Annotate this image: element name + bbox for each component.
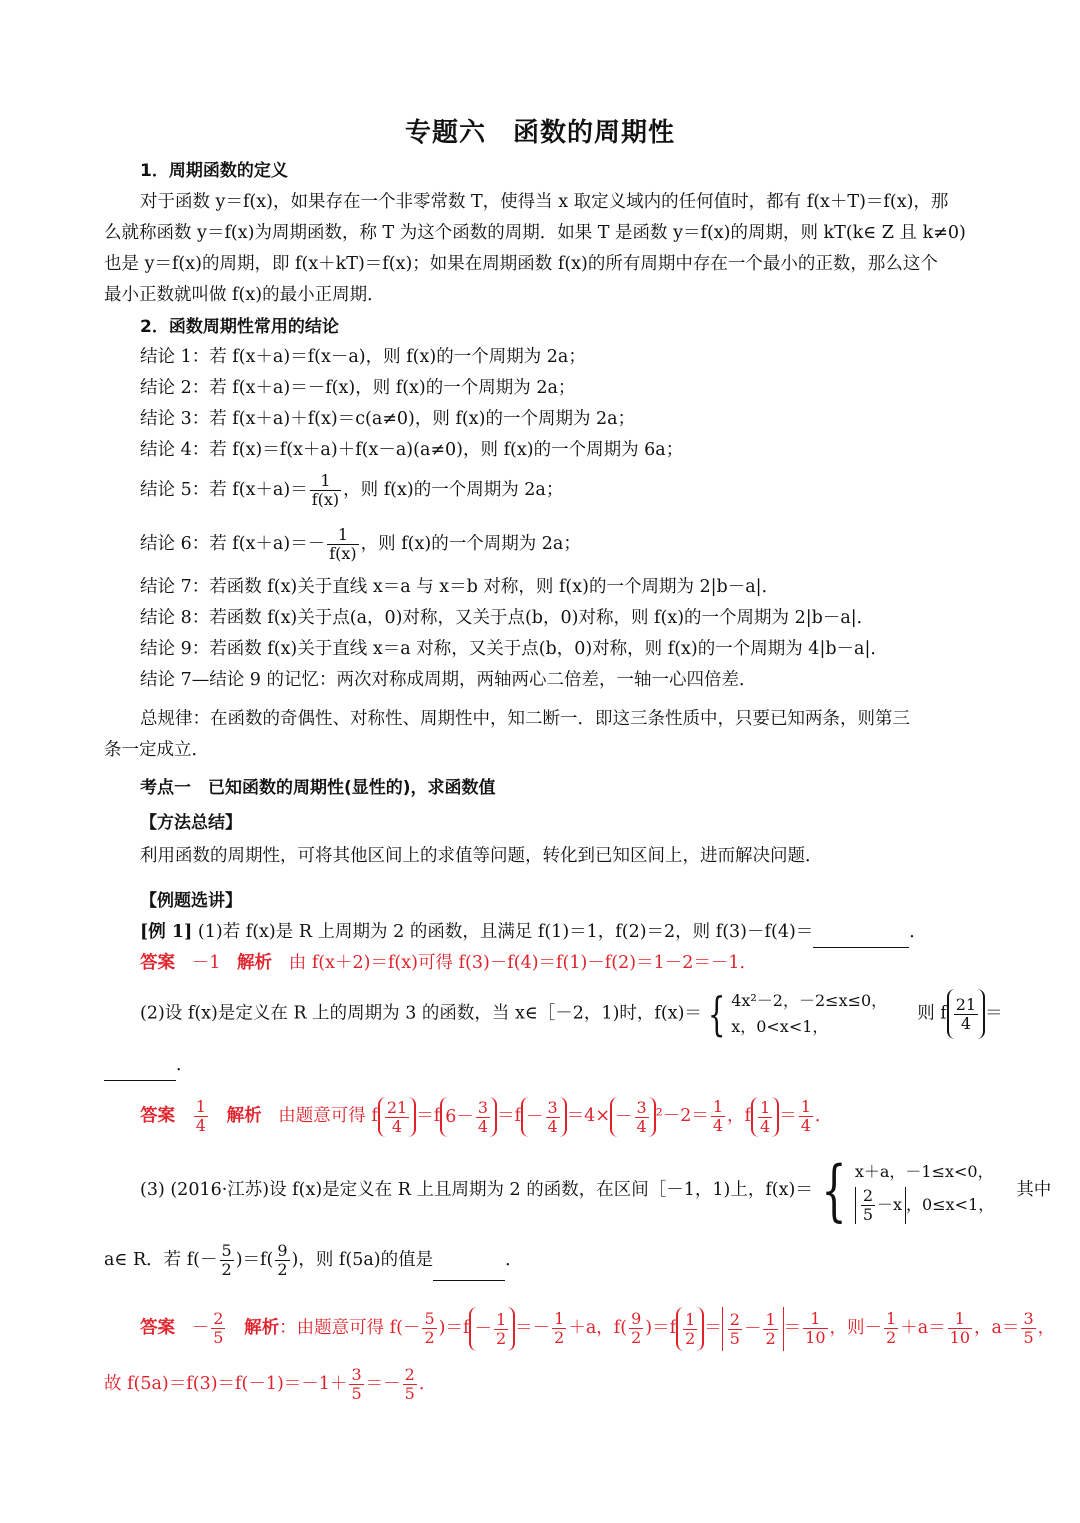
a2-eq1: ＝f <box>416 1106 441 1126</box>
q3-brace: { <box>821 1151 847 1229</box>
c6-num: 1 <box>327 526 358 545</box>
section-1-heading: 1．周期函数的定义 <box>140 161 288 181</box>
a3-f12d-den: 2 <box>765 1328 776 1348</box>
a3-f25-den: 5 <box>729 1328 740 1348</box>
a2-eq3: ＝4× <box>566 1106 610 1126</box>
q3-cases <box>855 1157 994 1224</box>
a2-f14-den: 4 <box>760 1116 771 1136</box>
q2-cases <box>731 988 887 1040</box>
q3-case2-tail: ，0≤x<1， <box>906 1195 995 1214</box>
a2-p2 <box>440 1097 497 1137</box>
a3-p2 <box>676 1307 704 1351</box>
a3-last-pre: 故 f(5a)＝f(3)＝f(－1)＝－1＋ <box>104 1374 348 1394</box>
conclusion-9: 结论 9：若函数 f(x)关于直线 x＝a 对称，又关于点(b，0)对称，则 f(x)的一个周期为 4|b－a|． <box>140 639 888 659</box>
conclusion-8: 结论 8：若函数 f(x)关于点(a，0)对称，又关于点(b，0)对称，则 f(x)的一个周期为 2|b－a|． <box>140 608 875 628</box>
a2-eq4: ＝ <box>779 1106 797 1126</box>
conclusion-3: 结论 3：若 f(x＋a)＋f(x)＝c(a≠0)，则 f(x)的一个周期为 2a； <box>140 409 636 429</box>
sec1-line-1: 对于函数 y＝f(x)，如果存在一个非零常数 T，使得当 x 取定义域内的任何值时，都有 f(x＋T)＝f(x)，那 <box>140 192 949 212</box>
a3-f12b-num: 1 <box>554 1309 565 1328</box>
q2-eq: ＝ <box>985 1003 1003 1024</box>
a2-r2 <box>799 1098 813 1135</box>
sec1-line-4: 最小正数就叫做 f(x)的最小正周期． <box>104 285 385 305</box>
a2-eq2: ＝f <box>497 1106 521 1126</box>
a3-f25 <box>728 1311 742 1348</box>
a3-f110a-den: 10 <box>805 1328 826 1347</box>
conclusion-7: 结论 7：若函数 f(x)关于直线 x＝a 与 x＝b 对称，则 f(x)的一个周期为 2|b－a|． <box>140 577 780 597</box>
a3-f52-den: 2 <box>424 1328 435 1347</box>
a3-f35b-den: 5 <box>351 1384 362 1403</box>
page-title: 专题六 函数的周期性 <box>404 118 675 148</box>
section-2-heading: 2．函数周期性常用的结论 <box>140 317 339 337</box>
a2-f21-den: 4 <box>391 1116 403 1136</box>
a3-f110b-num: 1 <box>948 1310 972 1329</box>
ex1-a1 <box>140 948 757 978</box>
a1-label: 答案 <box>140 953 175 973</box>
a3-f12b <box>552 1310 566 1347</box>
c6-fraction <box>327 526 358 563</box>
q2-den: 4 <box>960 1014 971 1033</box>
a3-f35a <box>1021 1310 1035 1347</box>
memo-line: 结论 7—结论 9 的记忆：两次对称成周期，两轴两心二倍差，一轴一心四倍差． <box>140 670 757 690</box>
a3-f92 <box>629 1310 643 1347</box>
a3-num: 2 <box>213 1309 224 1328</box>
q3l2-d1: 2 <box>221 1260 232 1279</box>
ex1-a3-line2 <box>104 1362 436 1406</box>
a3-jx: 解析 <box>244 1318 280 1338</box>
a3-f35b-num: 3 <box>351 1365 362 1384</box>
a3-t4: ＋a，f( <box>568 1318 628 1338</box>
a3-f92-num: 9 <box>631 1309 642 1328</box>
a3-f110a-num: 1 <box>803 1310 827 1329</box>
q3-case2-frac <box>861 1187 875 1224</box>
a2-six: 6－ <box>445 1106 474 1127</box>
a2-comma: ，f <box>727 1106 752 1126</box>
rule-line-2: 条一定成立． <box>104 740 209 760</box>
a1-value: －1 <box>191 953 221 973</box>
a2-r1-den: 4 <box>712 1116 724 1135</box>
a1-text: 由 f(x＋2)＝f(x)可得 f(3)－f(4)＝f(1)－f(2)＝1－2＝－1． <box>288 953 757 973</box>
a3-t9: ＋a＝ <box>900 1318 946 1338</box>
a3-p1 <box>469 1307 515 1351</box>
conclusion-5 <box>140 472 563 509</box>
a2-neg-2: － <box>615 1106 633 1127</box>
a3-f12d <box>763 1311 777 1348</box>
a3-f52-num: 5 <box>424 1309 435 1328</box>
a3-den: 5 <box>213 1328 224 1347</box>
a2-jx: 解析 <box>226 1106 262 1126</box>
q3-pre: (3) (2016·江苏)设 f(x)是定义在 R 上且周期为 2 的函数，在区间［－1，1)上，f(x)＝ <box>140 1180 813 1200</box>
a2-f14-num: 1 <box>760 1097 771 1117</box>
ex1-q1 <box>140 917 927 948</box>
a3-f12c-den: 2 <box>685 1328 696 1348</box>
a3-f12e <box>884 1310 898 1347</box>
q3l2-post: )，则 f(5a)的值是 <box>291 1250 434 1270</box>
conclusion-1: 结论 1：若 f(x＋a)＝f(x－a)，则 f(x)的一个周期为 2a； <box>140 347 586 367</box>
a3-f12c <box>683 1311 697 1348</box>
c5-num: 1 <box>310 472 341 491</box>
a2-r2-num: 1 <box>800 1097 811 1116</box>
a3-neg: － <box>191 1318 210 1338</box>
a3-f25-num: 2 <box>729 1309 740 1329</box>
q3l2-d2: 2 <box>277 1260 288 1279</box>
a3-f110b <box>948 1310 972 1347</box>
q2-brace: { <box>707 987 726 1041</box>
a2-sq: ²－2＝ <box>655 1106 709 1126</box>
a3-f35a-num: 3 <box>1023 1309 1034 1328</box>
a3-f110a <box>803 1310 827 1347</box>
a3-t3: ＝－ <box>515 1318 551 1338</box>
kaodian-heading: 考点一 已知函数的周期性(显性的)，求函数值 <box>140 778 496 798</box>
sec1-line-2: 么就称函数 y＝f(x)为周期函数，称 T 为这个函数的周期．如果 T 是函数 y＝f(x)的周期，则 kT(k∈ Z 且 k≠0) <box>104 223 966 243</box>
a3-f110b-den: 10 <box>949 1328 970 1347</box>
a3-f12b-den: 2 <box>554 1328 565 1347</box>
a3-f35b <box>349 1366 363 1403</box>
q3-end: ． <box>505 1250 523 1270</box>
q3-abs <box>855 1187 906 1224</box>
a2-m3a-num: 3 <box>477 1097 489 1117</box>
ex1-a3 <box>140 1306 1055 1351</box>
conclusion-6 <box>140 526 581 563</box>
q2-pre: (2)设 f(x)是定义在 R 上的周期为 3 的函数，当 x∈［－2，1)时，f(x)＝ <box>140 1003 702 1024</box>
c5-pre: 结论 5：若 f(x＋a)＝ <box>140 480 308 500</box>
a3-p1-neg: － <box>474 1318 492 1339</box>
ex1-a2 <box>140 1096 832 1137</box>
a3-t8: ，则－ <box>829 1318 883 1338</box>
ex1-tag: [例 1] <box>140 922 193 942</box>
a3-f92-den: 2 <box>631 1328 642 1347</box>
q2-blank-line <box>104 1050 194 1081</box>
a2-m3a <box>476 1099 490 1136</box>
a3-t7: ＝ <box>783 1318 802 1338</box>
a3-label: 答案 <box>140 1318 175 1338</box>
example-label: 【例题选讲】 <box>140 891 242 911</box>
a3-t2: )＝f <box>438 1318 470 1338</box>
a3-f12a-num: 1 <box>495 1309 507 1329</box>
q2-paren <box>947 989 985 1039</box>
q3-case2-num: 2 <box>862 1186 874 1205</box>
a3-f52 <box>422 1310 436 1347</box>
a2-num: 1 <box>195 1097 206 1116</box>
c6-post: ，则 f(x)的一个周期为 2a； <box>360 534 581 554</box>
a3-last-mid: ＝－ <box>365 1374 401 1394</box>
q3-blank <box>433 1240 505 1281</box>
q3l2-frac2 <box>275 1242 289 1279</box>
a3-f25b-num: 2 <box>404 1365 415 1384</box>
sec1-line-3: 也是 y＝f(x)的周期，即 f(x＋kT)＝f(x)；如果在周期函数 f(x)的所有周期中存在一个最小的正数，那么这个 <box>104 254 938 274</box>
q3-case-2 <box>855 1187 994 1224</box>
q3l2-mid: )＝f( <box>235 1250 274 1270</box>
q3-case-1: x＋a，－1≤x<0， <box>854 1162 994 1181</box>
a3-f12e-den: 2 <box>886 1328 897 1347</box>
a3-f12d-num: 1 <box>765 1309 776 1329</box>
q2-num: 21 <box>955 995 977 1014</box>
q3l2-n1: 5 <box>221 1241 232 1260</box>
a2-end: ． <box>814 1106 833 1126</box>
q3l2-pre: a∈ R．若 f(－ <box>104 1250 218 1270</box>
a3-f12a <box>494 1311 508 1348</box>
a2-m3c <box>635 1099 649 1136</box>
a2-p1 <box>378 1097 416 1137</box>
a3-t10: ，a＝ <box>974 1318 1020 1338</box>
a2-m3b <box>546 1099 560 1136</box>
a3-value <box>211 1310 225 1347</box>
a2-p4 <box>610 1097 656 1137</box>
a2-f14 <box>758 1099 772 1136</box>
a2-p3 <box>521 1097 567 1137</box>
a2-neg-1: － <box>526 1106 544 1127</box>
a2-m3b-den: 4 <box>547 1116 558 1136</box>
ex1-q3 <box>140 1150 1051 1230</box>
ex1-q1-end: ． <box>909 922 927 942</box>
ex1-q2 <box>140 988 1003 1040</box>
a2-label: 答案 <box>140 1106 175 1126</box>
a2-r1 <box>711 1098 725 1135</box>
a2-m3c-num: 3 <box>636 1097 647 1117</box>
a3-t11: ， <box>1037 1318 1056 1338</box>
a3-t1: ：由题意可得 f(－ <box>279 1318 421 1338</box>
a2-m3b-num: 3 <box>547 1097 558 1117</box>
q3-post: 其中 <box>1016 1180 1052 1200</box>
c5-post: ，则 f(x)的一个周期为 2a； <box>343 480 564 500</box>
a3-abs-minus: － <box>743 1318 762 1339</box>
conclusion-4: 结论 4：若 f(x)＝f(x＋a)＋f(x－a)(a≠0)，则 f(x)的一个周期为 6a； <box>140 440 684 460</box>
ex1-q1-text: (1)若 f(x)是 R 上周期为 2 的函数，且满足 f(1)＝1，f(2)＝2，则 f(3)－f(4)＝ <box>192 922 814 942</box>
q2-case-1: 4x²－2，－2≤x≤0， <box>731 991 888 1010</box>
q2-case-2: x，0<x<1， <box>731 1017 829 1036</box>
ex1-q1-blank <box>813 917 909 948</box>
q3-case2-den: 5 <box>862 1205 874 1224</box>
c6-pre: 结论 6：若 f(x＋a)＝－ <box>140 534 326 554</box>
a3-f25b <box>403 1366 417 1403</box>
a3-t5: )＝f <box>645 1318 677 1338</box>
method-label: 【方法总结】 <box>140 813 242 833</box>
a2-f21-num: 21 <box>386 1097 408 1117</box>
q2-blank <box>104 1050 176 1081</box>
rule-line-1: 总规律：在函数的奇偶性、对称性、周期性中，知二断一．即这三条性质中，只要已知两条，则第三 <box>140 709 910 729</box>
a1-jx: 解析 <box>237 953 273 973</box>
a3-f25b-den: 5 <box>404 1384 415 1403</box>
a2-value <box>194 1098 208 1135</box>
a2-m3c-den: 4 <box>636 1116 647 1136</box>
a2-text1: 由题意可得 f <box>278 1106 378 1126</box>
a3-f12c-num: 1 <box>685 1309 696 1329</box>
a2-den: 4 <box>195 1116 206 1135</box>
q2-end: ． <box>176 1055 194 1075</box>
ex1-q3-line2 <box>104 1240 523 1281</box>
c5-den: f(x) <box>311 490 340 509</box>
q2-then: 则 f <box>917 1003 947 1024</box>
q3-case2-x: －x <box>877 1195 903 1214</box>
c6-den: f(x) <box>329 544 357 563</box>
a2-r2-den: 4 <box>800 1116 811 1135</box>
a2-r1-num: 1 <box>712 1097 724 1116</box>
a3-f12e-num: 1 <box>886 1309 897 1328</box>
q3l2-frac1 <box>220 1242 234 1279</box>
a3-abs <box>722 1307 784 1351</box>
a3-t6: ＝ <box>704 1318 722 1338</box>
conclusion-2: 结论 2：若 f(x＋a)＝－f(x)，则 f(x)的一个周期为 2a； <box>140 378 576 398</box>
a3-last-end: ． <box>418 1374 437 1394</box>
method-text: 利用函数的周期性，可将其他区间上的求值等问题，转化到已知区间上，进而解决问题． <box>140 846 823 866</box>
a2-f21 <box>385 1099 409 1136</box>
q2-frac <box>954 996 978 1033</box>
a3-f12a-den: 2 <box>495 1328 507 1348</box>
a3-f35a-den: 5 <box>1023 1328 1034 1347</box>
c5-fraction <box>310 472 341 509</box>
a2-m3a-den: 4 <box>477 1116 489 1136</box>
a2-p5 <box>751 1097 779 1137</box>
q3l2-n2: 9 <box>277 1241 288 1260</box>
